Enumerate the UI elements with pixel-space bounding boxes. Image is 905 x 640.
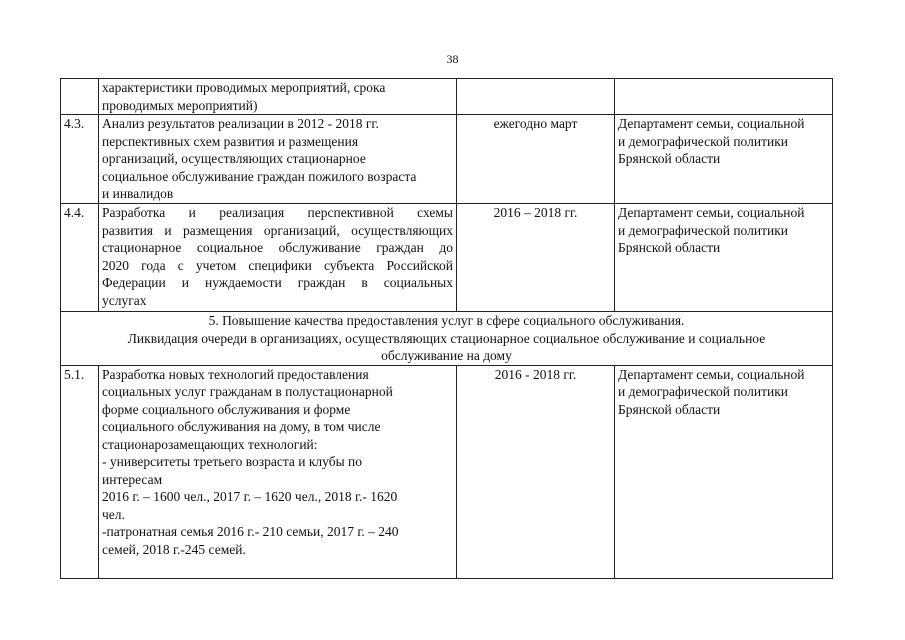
org-line: Брянской области — [618, 151, 721, 166]
cell-number: 4.3. — [61, 115, 99, 204]
org-line: Брянской области — [618, 401, 721, 417]
cell-number: 5.1. — [61, 365, 99, 578]
table-row — [61, 204, 833, 312]
section-line: 5. Повышение качества предоставления услуг в сфере социального обслуживания. — [208, 313, 685, 328]
text-line: услугах — [102, 292, 147, 308]
text-line: стационарное социальное обслуживание граждан до — [102, 240, 453, 255]
measures-table — [60, 78, 833, 579]
cell-responsible — [615, 365, 833, 578]
text-line: -патронатная семья 2016 г.- 210 семьи, 2017 г. – 240 — [102, 524, 399, 539]
cell-date: 2016 – 2018 гг. — [457, 204, 615, 312]
cell-date — [457, 79, 615, 115]
text-line: стационарозамещающих технологий: — [102, 436, 318, 452]
section-heading-row — [61, 312, 833, 366]
text-line: семей, 2018 г.-245 семей. — [102, 541, 246, 557]
text-line: Анализ результатов реализации в 2012 - 2018 гг. — [102, 116, 379, 131]
text-line: развития и размещения организаций, осуществляющих — [102, 222, 453, 238]
text-line: и инвалидов — [102, 186, 174, 201]
section-line: Ликвидация очереди в организациях, осуществляющих стационарное социальное обслуживание и социальное — [127, 330, 766, 346]
text-line: интересам — [102, 471, 163, 487]
section-line: обслуживание на дому — [381, 348, 512, 363]
text-line: социального обслуживания на дому, в том числе — [102, 419, 381, 434]
cell-measure — [99, 204, 457, 312]
cell-number: 4.4. — [61, 204, 99, 312]
text-line: социальных услуг гражданам в полустационарной — [102, 384, 393, 399]
text-line: форме социального обслуживания и форме — [102, 401, 351, 417]
text-line: Разработка и реализация перспективной схемы — [102, 205, 453, 220]
text-line: - университеты третьего возраста и клубы по — [102, 454, 363, 469]
cell-date: 2016 - 2018 гг. — [457, 365, 615, 578]
cell-responsible — [615, 79, 833, 115]
org-line: Департамент семьи, социальной — [618, 366, 805, 382]
section-heading — [61, 312, 833, 366]
text-line: чел. — [102, 506, 125, 522]
org-line: Департамент семьи, социальной — [618, 116, 805, 131]
org-line: и демографической политики — [618, 384, 789, 399]
org-line: и демографической политики — [618, 133, 789, 149]
cell-date: ежегодно март — [457, 115, 615, 204]
cell-responsible — [615, 204, 833, 312]
cell-number — [61, 79, 99, 115]
org-line: и демографической политики — [618, 222, 789, 238]
text-line: перспективных схем развития и размещения — [102, 133, 359, 149]
text-line: 2016 г. – 1600 чел., 2017 г. – 1620 чел., 2018 г.- 1620 — [102, 489, 398, 504]
cell-measure — [99, 115, 457, 204]
cell-responsible — [615, 115, 833, 204]
table-row — [61, 115, 833, 204]
cell-measure — [99, 79, 457, 115]
text-line: организаций, осуществляющих стационарное — [102, 151, 366, 166]
page-number: 38 — [446, 52, 459, 66]
text-line: Федерации и нуждаемости граждан в социальных — [102, 275, 453, 290]
org-line: Брянской области — [618, 240, 721, 255]
text-line: социальное обслуживание граждан пожилого возраста — [102, 168, 417, 184]
cell-measure — [99, 365, 457, 578]
text-line: характеристики проводимых мероприятий, срока — [102, 80, 386, 95]
text-line: 2020 года с учетом специфики субъекта Российской — [102, 257, 453, 273]
text-line: проводимых мероприятий) — [102, 97, 258, 113]
text-line: Разработка новых технологий предоставления — [102, 366, 369, 382]
table-row — [61, 79, 833, 115]
table-row — [61, 365, 833, 578]
org-line: Департамент семьи, социальной — [618, 205, 805, 220]
